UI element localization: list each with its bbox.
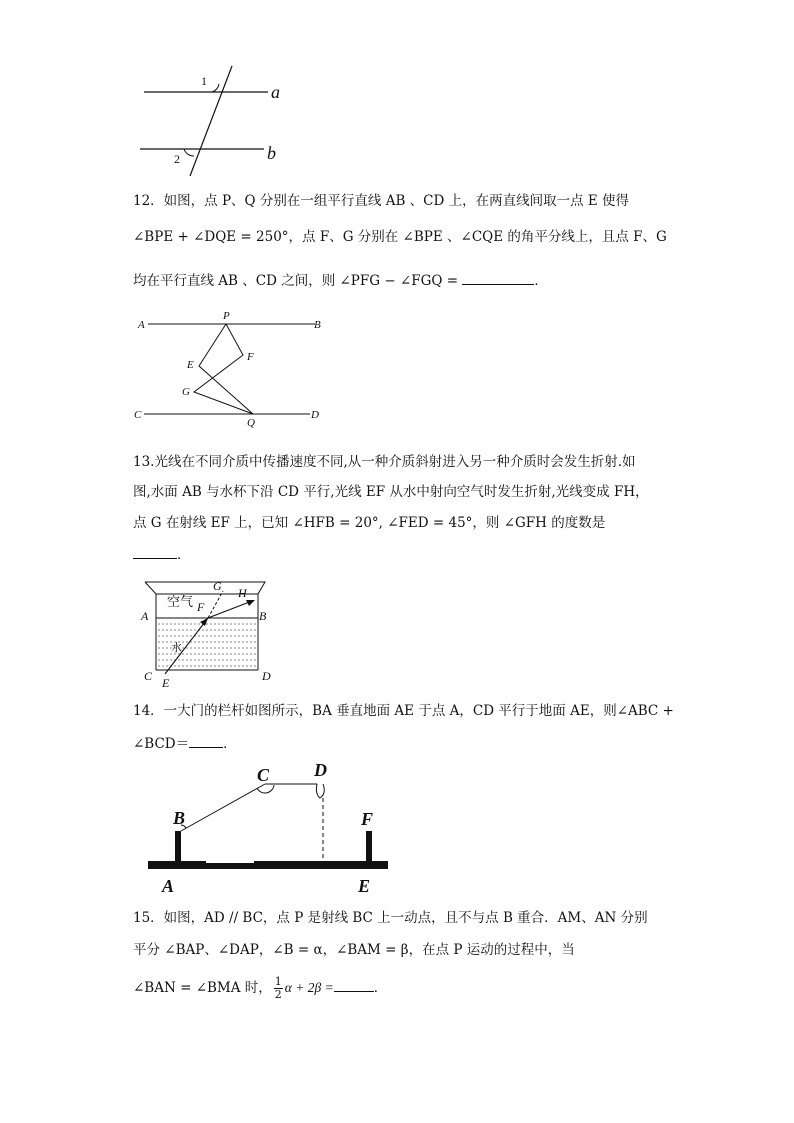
q13-line-4-end: ． [177, 547, 191, 563]
bar-BC [181, 784, 265, 831]
figure-q14 [140, 755, 400, 900]
label-B: B [173, 808, 186, 828]
label-D: D [262, 669, 271, 683]
figure-q12 [130, 308, 330, 433]
q13-line-3: 点 G 在射线 EF 上，已知 ∠HFB = 20°, ∠FED = 45°，则 ∠GFH 的度数是 [133, 515, 606, 531]
q15-answer-blank[interactable] [334, 977, 374, 992]
label-water: 水 [171, 641, 182, 654]
label-A: A [138, 319, 145, 331]
label-B: B [314, 319, 321, 331]
angle-1-arc [212, 84, 219, 92]
label-A: A [162, 876, 175, 896]
q14-line-2-end: ． [223, 736, 237, 752]
label-E: E [358, 876, 371, 896]
q14-line-2-text: ∠BCD＝ [133, 736, 190, 752]
label-air: 空气 [167, 595, 194, 610]
q14-line-1: 14．一大门的栏杆如图所示，BA 垂直地面 AE 于点 A，CD 平行于地面 AE，则∠ABC + [133, 703, 674, 719]
fraction-one-half [274, 976, 283, 1001]
cup-rim [145, 582, 265, 594]
label-F: F [247, 351, 254, 363]
label-F: F [197, 600, 205, 614]
q12-line-3 [133, 270, 548, 291]
ground-middle [206, 863, 256, 869]
q12-answer-blank[interactable] [462, 270, 534, 285]
q13-line-2: 图,水面 AB 与水杯下沿 CD 平行,光线 EF 从水中射向空气时发生折射,光线变成 FH， [133, 484, 649, 500]
fraction-denominator: 2 [274, 988, 282, 1001]
q15-line-3-start: ∠BAN = ∠BMA 时， [133, 980, 272, 996]
q15-line-1: 15．如图，AD // BC，点 P 是射线 BC 上一动点，且不与点 B 重合．AM、AN 分别 [133, 910, 648, 926]
q12-line-2: ∠BPE + ∠DQE = 250°，点 F、G 分别在 ∠BPE 、∠CQE 的角平分线上，且点 F、G [133, 229, 667, 245]
label-G: G [213, 579, 222, 593]
ground-right [254, 861, 388, 869]
ray-FG-extension [208, 591, 223, 618]
label-angle-2: 2 [174, 152, 180, 166]
fraction-numerator: 1 [274, 975, 282, 988]
figure-q13 [135, 576, 285, 691]
q13-answer-blank[interactable] [133, 544, 177, 559]
label-E: E [162, 676, 170, 690]
label-G: G [182, 386, 190, 398]
q13-line-1: 13.光线在不同介质中传播速度不同,从一种介质斜射进入另一种介质时会发生折射.如 [133, 454, 636, 470]
label-angle-1: 1 [201, 74, 207, 88]
label-C: C [134, 409, 142, 421]
transversal [190, 66, 232, 176]
label-E: E [187, 359, 194, 371]
label-line-b: b [267, 143, 276, 163]
q15-line-3 [133, 976, 387, 1001]
q12-line-3-end: ． [534, 273, 548, 289]
angle-BCD-arc [257, 785, 274, 793]
label-P: P [223, 310, 230, 322]
post-FE [366, 831, 372, 861]
angle-2-arc [184, 149, 194, 156]
label-F: F [361, 809, 374, 829]
q14-answer-blank[interactable] [189, 733, 223, 748]
label-A: A [141, 609, 149, 623]
post-BA [175, 831, 181, 861]
q13-line-4 [133, 544, 191, 565]
q12-line-1: 12．如图，点 P、Q 分别在一组平行直线 AB 、CD 上，在两直线间取一点 E 使得 [133, 193, 630, 209]
hinge-D [316, 784, 324, 798]
label-B: B [259, 609, 267, 623]
q12-line-3-text: 均在平行直线 AB 、CD 之间，则 ∠PFG − ∠FGQ = [133, 273, 463, 289]
q14-line-2 [133, 733, 237, 754]
label-line-a: a [271, 82, 280, 102]
q15-expression: α + 2β = [284, 980, 334, 995]
label-C: C [257, 765, 270, 785]
ground-left [148, 861, 206, 869]
q15-line-2: 平分 ∠BAP、∠DAP，∠B = α，∠BAM = β，在点 P 运动的过程中，当 [133, 942, 575, 958]
label-D: D [314, 760, 327, 780]
label-Q: Q [247, 417, 255, 429]
q15-line-3-end: ． [373, 980, 388, 996]
segment-P-E-Q [199, 324, 253, 414]
ray-FH [208, 601, 252, 618]
figure-q11 [130, 60, 300, 180]
label-D: D [311, 409, 319, 421]
label-H: H [238, 586, 247, 600]
label-C: C [144, 669, 153, 683]
ray-EF-arrowhead [200, 618, 208, 626]
